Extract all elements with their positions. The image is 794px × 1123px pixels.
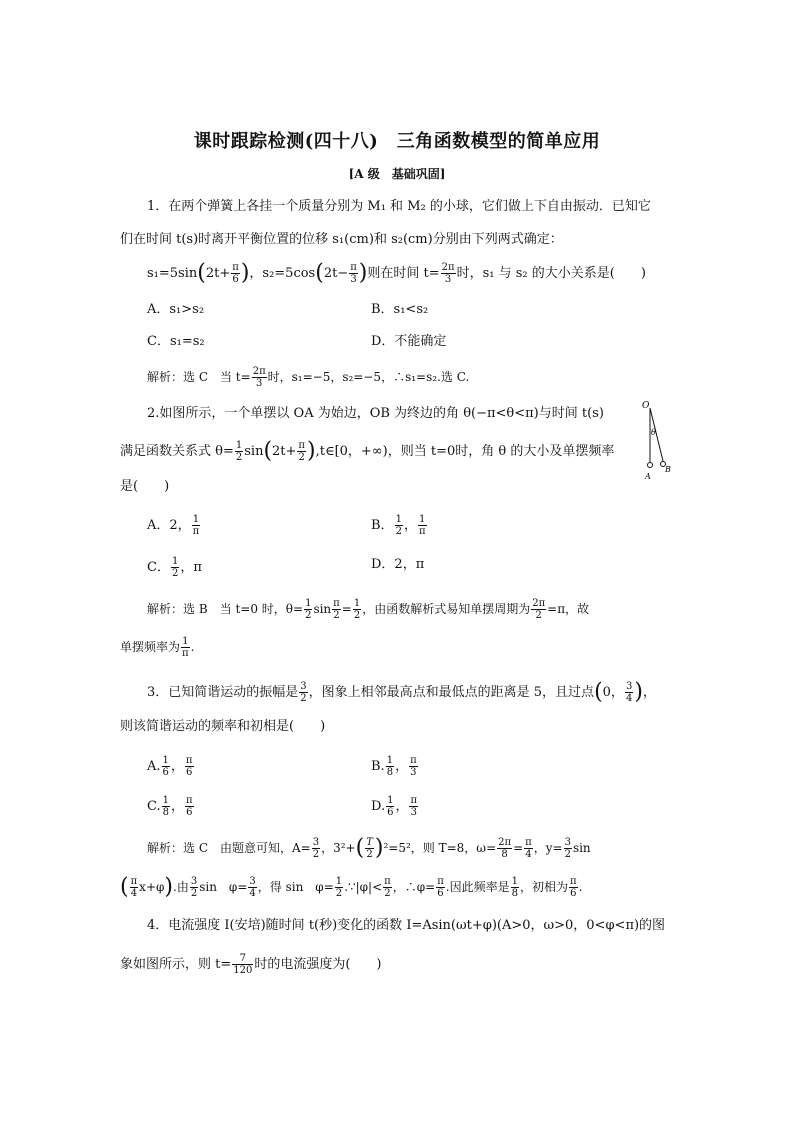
section-heading: [A 级 基础巩固] (348, 167, 446, 181)
q1-option-d: D．不能确定 (371, 334, 447, 349)
q3-solution-line1: 解析：选 C 由题意可知，A= $\frac{3}{2}$ ，3²+( $\frac{T}{2}$ )²=5²，则 T=8，ω= $\frac{2\pi}{8}$ = $\frac{\pi}{4}$ ，y= $\frac{3}{2}$ sin (147, 835, 591, 861)
q3-option-d: D. $\frac{1}{6}$ ， $\frac{\pi}{3}$ (371, 795, 418, 818)
fig-label-o: O (642, 401, 650, 411)
q2-line3: 是( ) (120, 479, 170, 494)
q1-line1: 1．在两个弹簧上各挂一个质量分别为 M₁ 和 M₂ 的小球，它们做上下自由振动．已知它 (147, 199, 651, 214)
q3-line2: 则该简谐运动的频率和初相是( ) (120, 719, 326, 734)
page-title: 课时跟踪检测(四十八) 三角函数模型的简单应用 (193, 131, 601, 152)
q4-line1: 4．电流强度 I(安培)随时间 t(秒)变化的函数 I=Asin(ωt+φ)(A>0，ω>0，0<φ<π)的图 (147, 918, 666, 933)
q2-option-b: B． $\frac{1}{2}$ ， $\frac{1}{\pi}$ (371, 514, 426, 537)
q3-option-c: C. $\frac{1}{8}$ ， $\frac{\pi}{6}$ (147, 795, 193, 818)
q3-line1: 3．已知简谐运动的振幅是 $\frac{3}{2}$ ，图象上相邻最高点和最低点的距离是 5，且过点(0， $\frac{3}{4}$ )， (147, 679, 656, 705)
fig-label-b: B (665, 465, 671, 474)
q4-line2: 象如图所示，则 t= $\frac{7}{120}$ 时的电流强度为( ) (120, 953, 382, 976)
q1-line2: 们在时间 t(s)时离开平衡位置的位移 s₁(cm)和 s₂(cm)分别由下列两式确定： (120, 232, 563, 247)
q3-option-b: B. $\frac{1}{8}$ ， $\frac{\pi}{3}$ (371, 755, 417, 778)
q1-solution: 解析：选 C 当 t= $\frac{2\pi}{3}$ 时，s₁=−5，s₂=−5，∴s₁=s₂.选 C. (147, 366, 470, 389)
q2-line1: 2.如图所示，一个单摆以 OA 为始边，OB 为终边的角 θ(−π<θ<π)与时间 t(s) (147, 406, 604, 421)
q1-formula: s₁=5sin(2t+ $\frac{\pi}{6}$ )，s₂=5cos(2t− $\frac{\pi}{3}$ )则在时间 t= $\frac{2\pi}{3}$ 时，s₁ 与 s₂ 的大小关系是( ) (147, 260, 646, 286)
frac-pi-3: $\frac{\pi}{3}$ (350, 262, 357, 285)
q2-option-d: D．2，π (371, 557, 425, 572)
q2-line2: 满足函数关系式 θ= $\frac{1}{2}$ sin(2t+ $\frac{\pi}{2}$ ),t∈[0，+∞)，则当 t=0时，角 θ 的大小及单摆频率 (120, 438, 615, 464)
fig-label-theta: θ (651, 428, 656, 437)
q2-option-a: A．2， $\frac{1}{\pi}$ (147, 514, 200, 537)
q2-solution-line2: 单摆频率为 $\frac{1}{\pi}$ . (120, 636, 195, 659)
q3-solution-line2: ( $\frac{\pi}{4}$ x+φ).由 $\frac{3}{2}$ sin φ= $\frac{3}{4}$ ，得 sin φ= $\frac{1}{2}$ .∵|φ|< $\frac{\pi}{2}$ ，∴φ= $\frac{\pi}{6}$ .因此频率是 $\frac{1}{8}$ ，初相为 $\frac{\pi}{6}$ . (120, 874, 583, 900)
q2-solution-line1: 解析：选 B 当 t=0 时，θ= $\frac{1}{2}$ sin $\frac{\pi}{2}$ = $\frac{1}{2}$ ，由函数解析式易知单摆周期为 $\frac{2\pi}{2}$ =π，故 (147, 598, 590, 621)
q1-option-a: A．s₁>s₂ (147, 302, 205, 317)
q3-option-a: A. $\frac{1}{6}$ ， $\frac{\pi}{6}$ (147, 755, 193, 778)
q1-option-b: B．s₁<s₂ (371, 302, 429, 317)
pendulum-figure (640, 400, 682, 482)
frac-pi-6: $\frac{\pi}{6}$ (232, 262, 239, 285)
q2-option-c: C． $\frac{1}{2}$ ，π (147, 556, 202, 579)
frac-2pi-3: $\frac{2\pi}{3}$ (441, 262, 455, 285)
q1-option-c: C．s₁=s₂ (147, 334, 205, 349)
fig-label-a: A (645, 472, 651, 481)
